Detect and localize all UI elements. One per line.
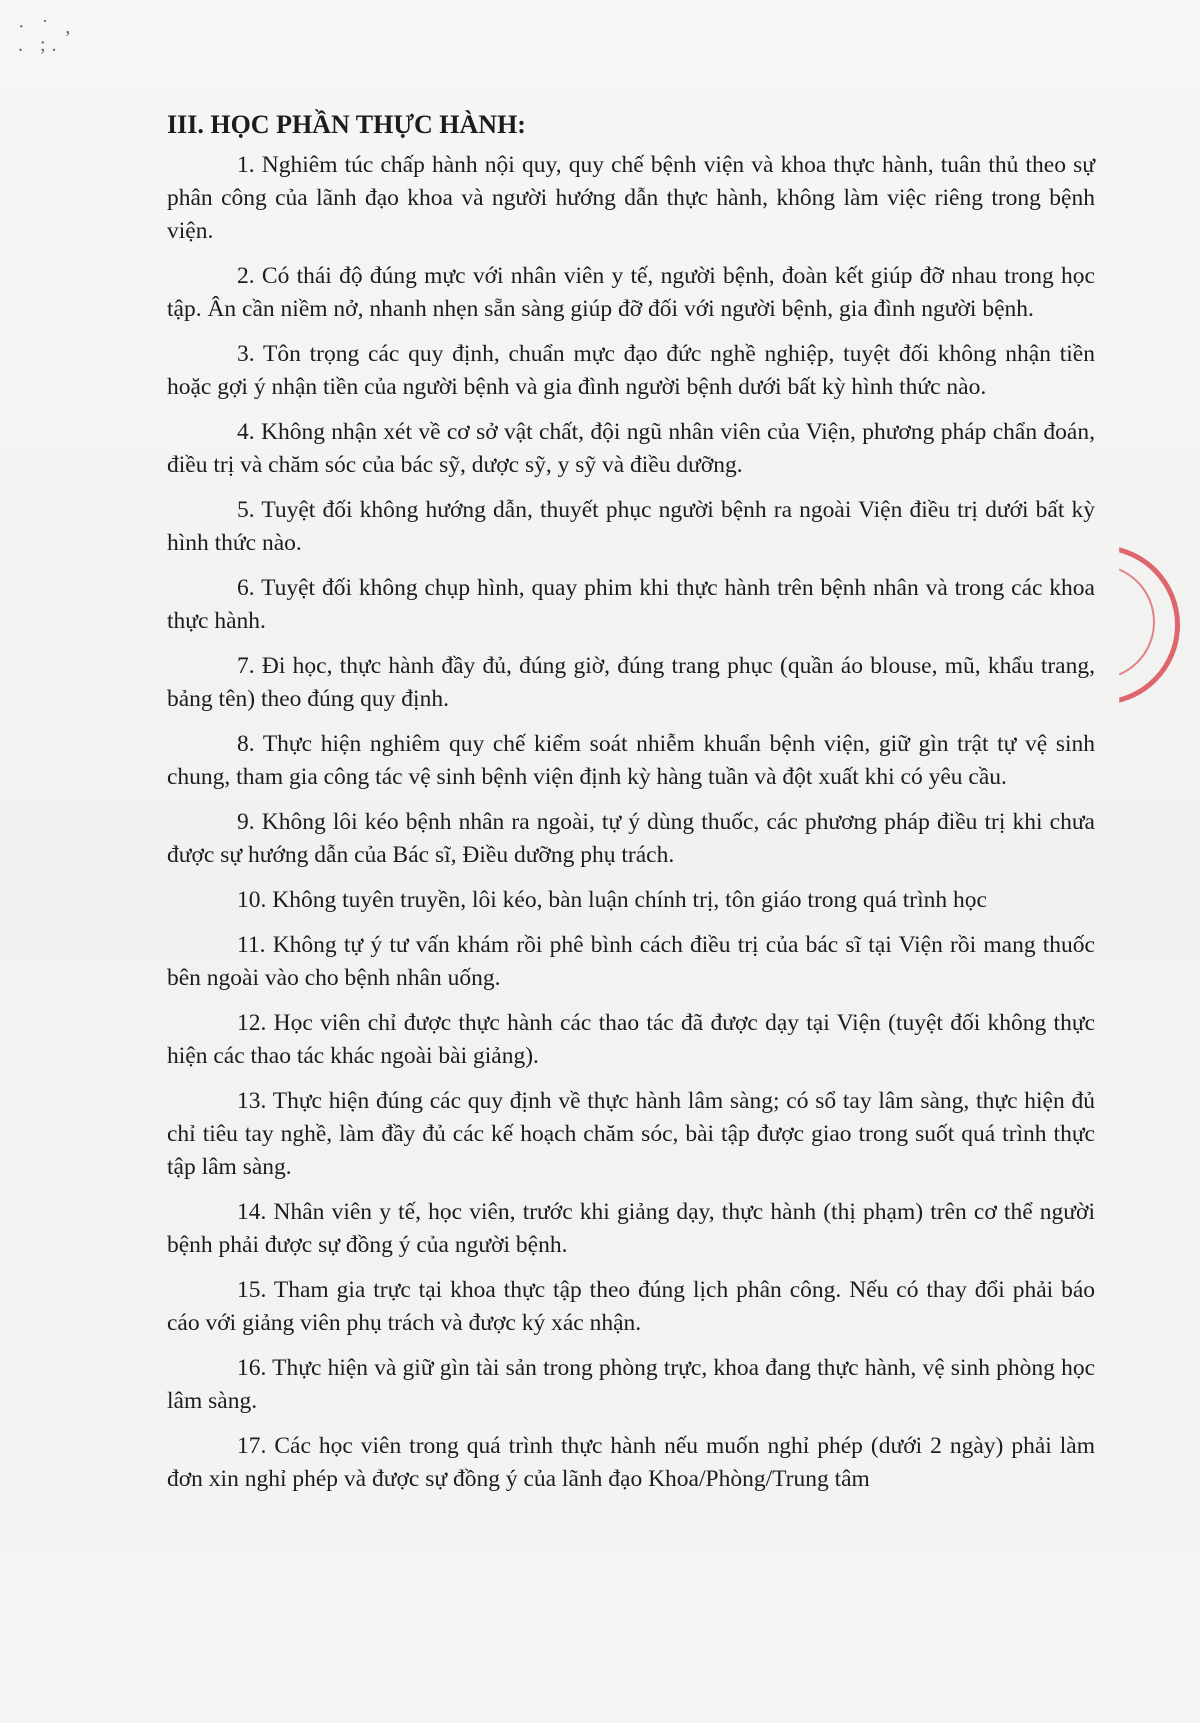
rule-10: 10. Không tuyên truyền, lôi kéo, bàn luận chính trị, tôn giáo trong quá trình học [237,887,987,913]
rule-17: 17. Các học viên trong quá trình thực hành nếu muốn nghỉ phép (dưới 2 ngày) phải làm đơn xin nghỉ phép và được sự đồng ý của lãnh đạo Khoa/Phòng/Trung tâm [167,1433,1095,1492]
rule-3: 3. Tôn trọng các quy định, chuẩn mực đạo đức nghề nghiệp, tuyệt đối không nhận tiền hoặc gợi ý nhận tiền của người bệnh và gia đình người bệnh dưới bất kỳ hình thức nào. [167,341,1095,400]
rule-13: 13. Thực hiện đúng các quy định về thực hành lâm sàng; có sổ tay lâm sàng, thực hiện đủ chỉ tiêu tay nghề, làm đầy đủ các kế hoạch chăm sóc, bài tập được giao trong suốt quá trình thực tập lâm sàng. [167,1088,1095,1180]
rule-7: 7. Đi học, thực hành đầy đủ, đúng giờ, đúng trang phục (quần áo blouse, mũ, khẩu trang, bảng tên) theo đúng quy định. [167,653,1095,712]
rule-11: 11. Không tự ý tư vấn khám rồi phê bình cách điều trị của bác sĩ tại Viện rồi mang thuốc bên ngoài vào cho bệnh nhân uống. [167,932,1095,991]
rule-8: 8. Thực hiện nghiêm quy chế kiểm soát nhiễm khuẩn bệnh viện, giữ gìn trật tự vệ sinh chung, tham gia công tác vệ sinh bệnh viện định kỳ hàng tuần và đột xuất khi có yêu cầu. [167,731,1095,790]
rule-16: 16. Thực hiện và giữ gìn tài sản trong phòng trực, khoa đang thực hành, vệ sinh phòng học lâm sàng. [167,1355,1095,1414]
scan-specks: · ˙ , . ;. [18,16,77,56]
rule-5: 5. Tuyệt đối không hướng dẫn, thuyết phục người bệnh ra ngoài Viện điều trị dưới bất kỳ hình thức nào. [167,497,1095,556]
rule-6: 6. Tuyệt đối không chụp hình, quay phim khi thực hành trên bệnh nhân và trong các khoa thực hành. [167,575,1095,634]
rule-4: 4. Không nhận xét về cơ sở vật chất, đội ngũ nhân viên của Viện, phương pháp chẩn đoán, điều trị và chăm sóc của bác sỹ, dược sỹ, y sỹ và điều dưỡng. [167,419,1095,478]
rule-12: 12. Học viên chỉ được thực hành các thao tác đã được dạy tại Viện (tuyệt đối không thực hiện các thao tác khác ngoài bài giảng). [167,1010,1095,1069]
document-body [167,108,1095,1508]
rule-9: 9. Không lôi kéo bệnh nhân ra ngoài, tự ý dùng thuốc, các phương pháp điều trị khi chưa được sự hướng dẫn của Bác sĩ, Điều dưỡng phụ trách. [167,809,1095,868]
rule-1: 1. Nghiêm túc chấp hành nội quy, quy chế bệnh viện và khoa thực hành, tuân thủ theo sự phân công của lãnh đạo khoa và người hướng dẫn thực hành, không làm việc riêng trong bệnh viện. [167,152,1095,244]
rule-15: 15. Tham gia trực tại khoa thực tập theo đúng lịch phân công. Nếu có thay đổi phải báo cáo với giảng viên phụ trách và được ký xác nhận. [167,1277,1095,1336]
section-title: III. HỌC PHẦN THỰC HÀNH: [167,110,526,139]
rule-14: 14. Nhân viên y tế, học viên, trước khi giảng dạy, thực hành (thị phạm) trên cơ thể người bệnh phải được sự đồng ý của người bệnh. [167,1199,1095,1258]
rule-2: 2. Có thái độ đúng mực với nhân viên y tế, người bệnh, đoàn kết giúp đỡ nhau trong học tập. Ân cần niềm nở, nhanh nhẹn sẵn sàng giúp đỡ đối với người bệnh, gia đình người bệnh. [167,263,1095,322]
